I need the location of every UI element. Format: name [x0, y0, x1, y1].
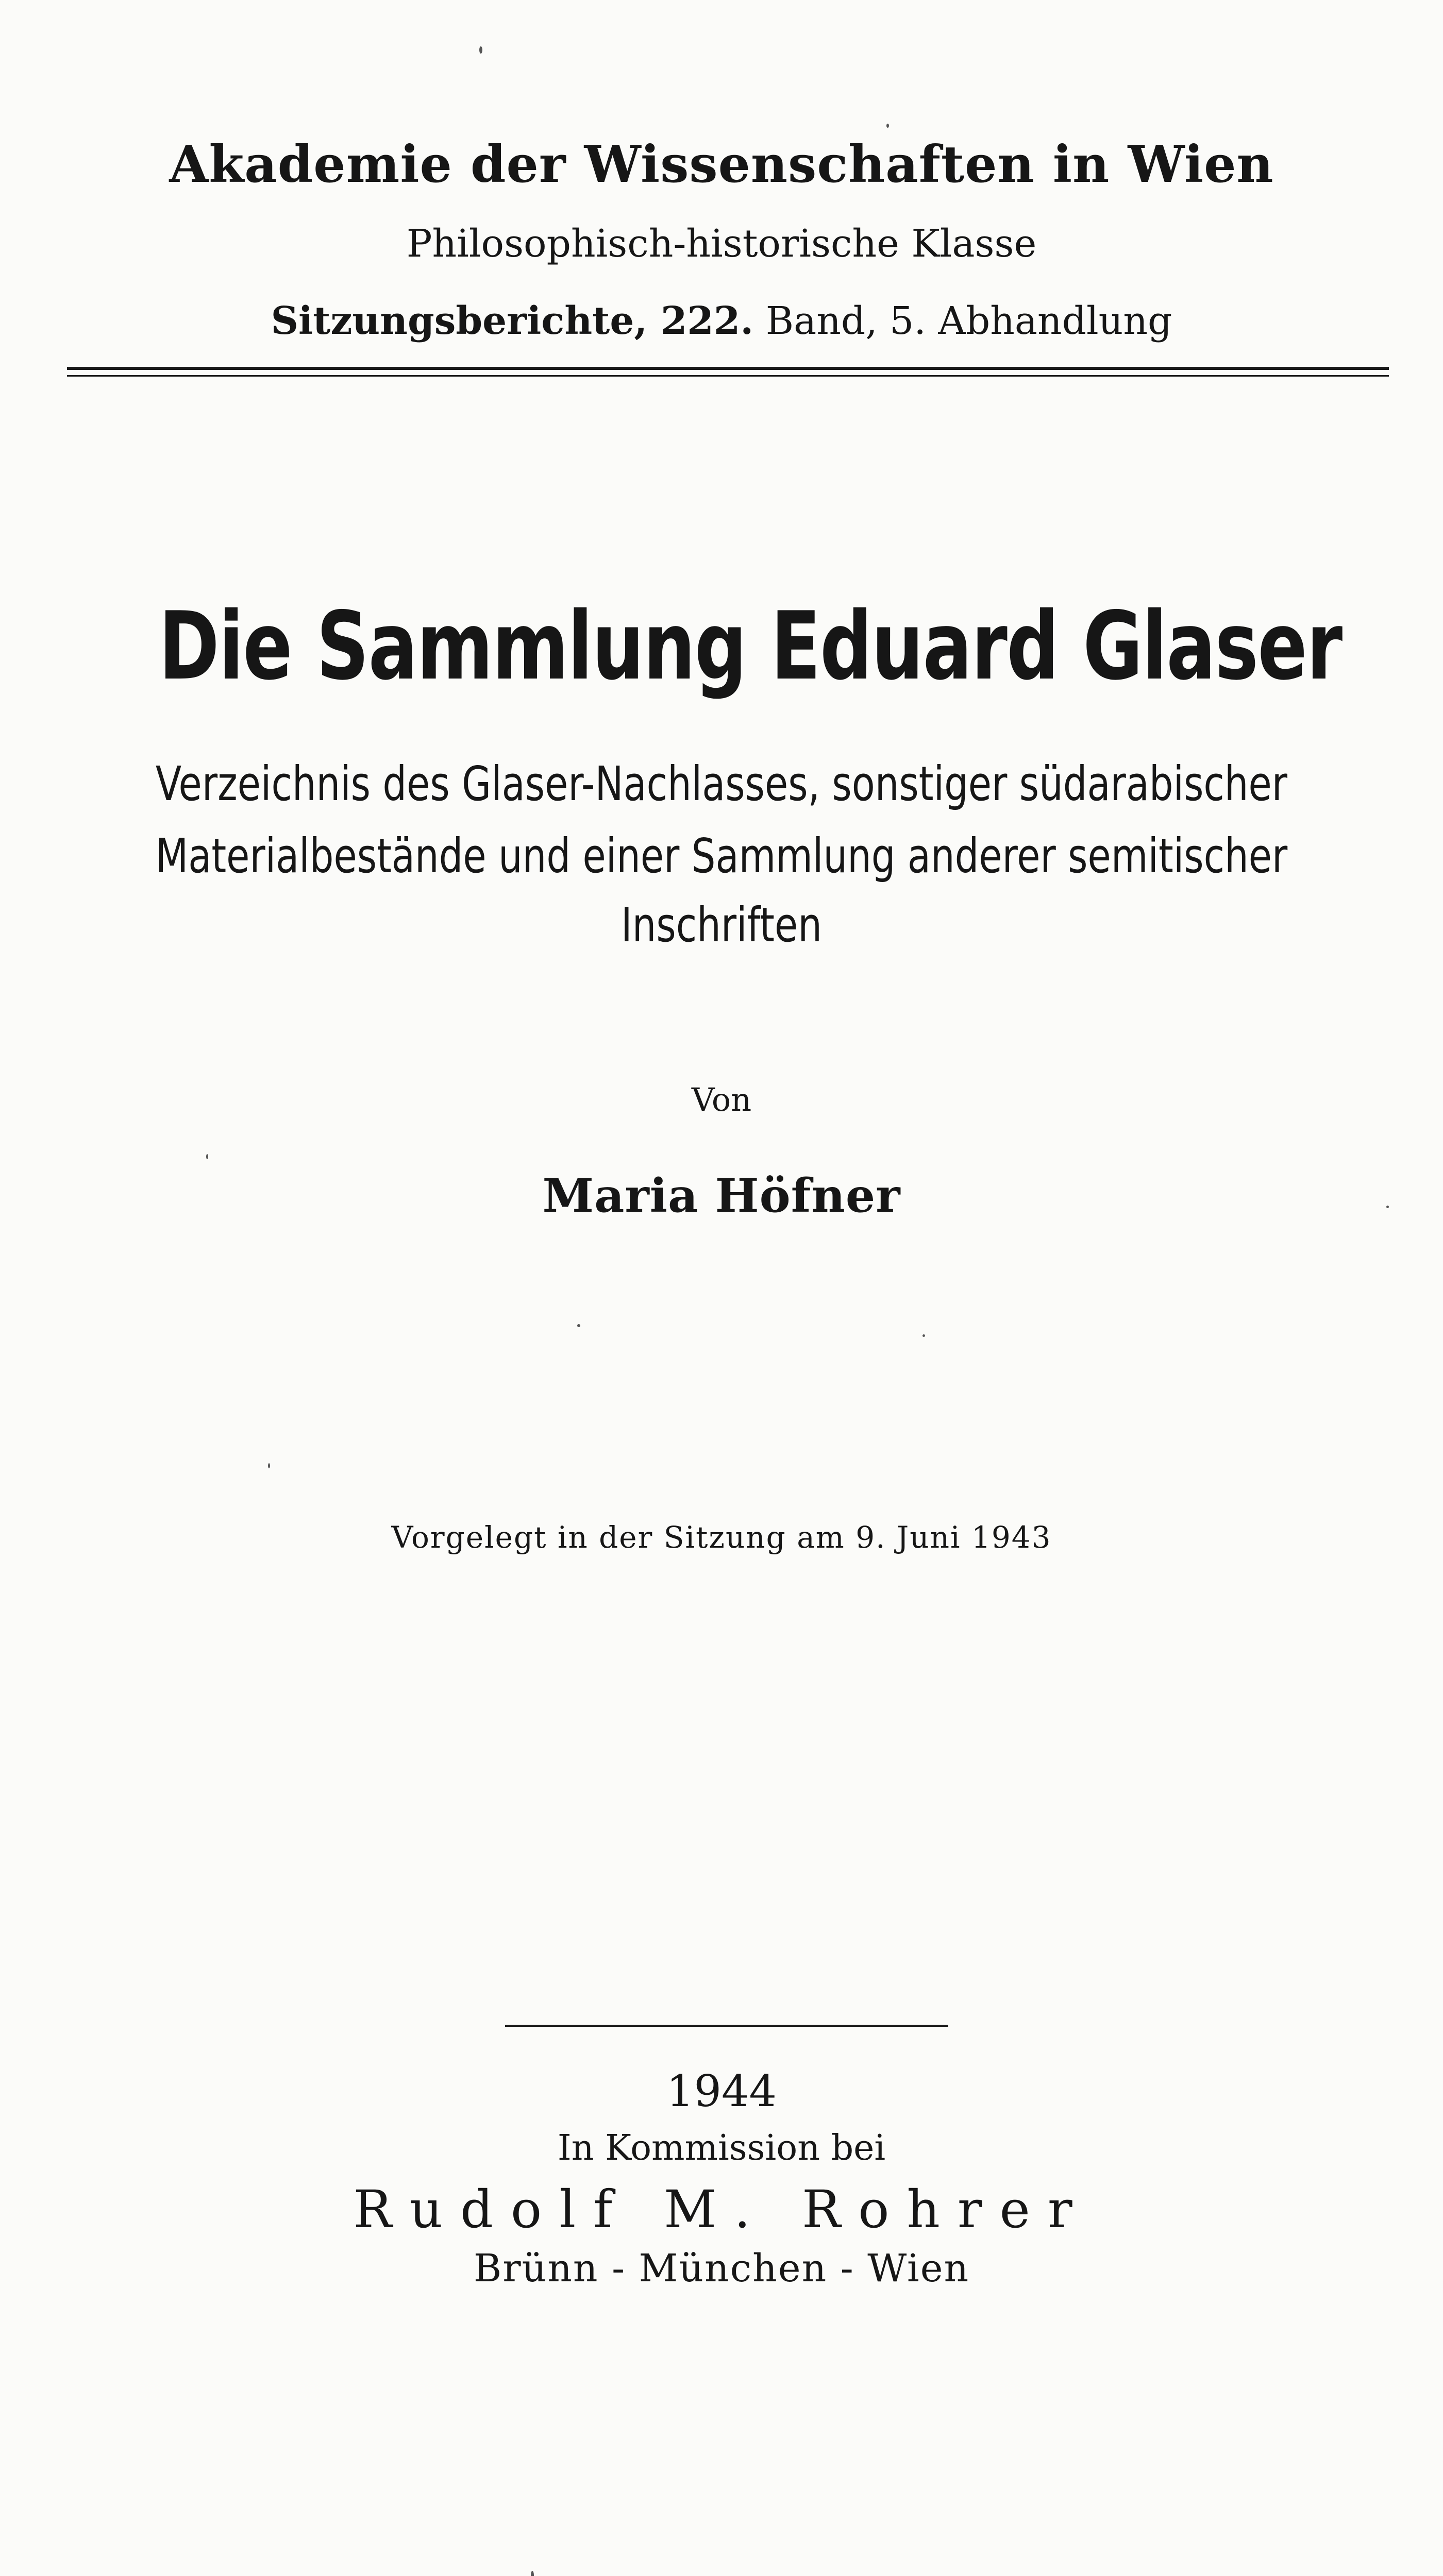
scan-speck: [886, 124, 889, 128]
scan-speck: [531, 2571, 534, 2576]
series-treatise: Band, 5. Abhandlung: [765, 299, 1172, 343]
presented-note: Vorgelegt in der Sitzung am 9. Juni 1943: [391, 1520, 1052, 1555]
academy-name: Akademie der Wissenschaften in Wien: [169, 135, 1274, 194]
header-double-rule: [67, 367, 1389, 377]
scan-speck: [577, 1324, 580, 1327]
scan-speck: [206, 1154, 208, 1159]
commission-note: In Kommission bei: [557, 2128, 886, 2168]
by-label: Von: [691, 1081, 752, 1118]
scan-speck: [479, 46, 482, 54]
publication-year: 1944: [666, 2066, 777, 2116]
main-title: Die Sammlung Eduard Glaser: [159, 591, 1342, 701]
series-volume: Sitzungsberichte, 222.: [271, 299, 754, 343]
academy-class: Philosophisch-historische Klasse: [406, 222, 1037, 266]
imprint-rule: [505, 2025, 948, 2027]
subtitle-line-1: Verzeichnis des Glaser-Nachlasses, sonstiger südarabischer: [155, 756, 1288, 811]
publisher-cities: Brünn - München - Wien: [473, 2246, 970, 2291]
author-name: Maria Höfner: [542, 1168, 901, 1223]
scan-speck: [922, 1334, 925, 1337]
series-line: [0, 299, 1443, 343]
subtitle-line-3: Inschriften: [621, 897, 822, 953]
scan-speck: [268, 1463, 270, 1468]
publisher-name: Rudolf M. Rohrer: [353, 2179, 1090, 2240]
scan-speck: [1386, 1206, 1389, 1208]
subtitle-line-2: Materialbestände und einer Sammlung anderer semitischer: [155, 828, 1288, 884]
